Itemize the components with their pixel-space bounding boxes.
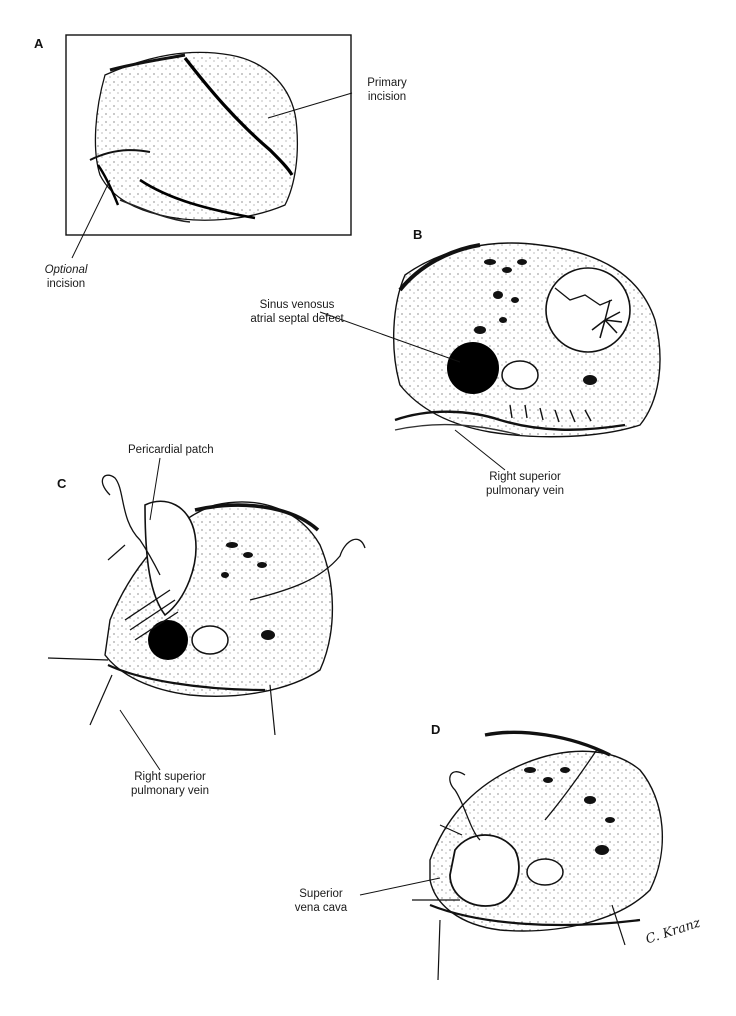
sinus-venosus-label: Sinus venosus atrial septal defect — [250, 299, 344, 325]
rspv-c-label: Right superior pulmonary vein — [131, 771, 209, 797]
panel-c-letter: C — [57, 476, 67, 491]
panel-b-atrium — [394, 243, 660, 437]
rspv-b-label: Right superior pulmonary vein — [486, 471, 564, 497]
primary-incision-label: Primary incision — [367, 77, 407, 103]
svc-label: Superior vena cava — [294, 888, 348, 914]
panel-a-drawing — [66, 35, 352, 258]
tricuspid-valve — [546, 268, 630, 352]
panel-c-defect — [148, 620, 188, 660]
panel-d-letter: D — [431, 722, 441, 737]
panel-b-letter: B — [413, 227, 423, 242]
panel-d-drawing — [360, 732, 662, 980]
pericardial-patch-label: Pericardial patch — [128, 444, 214, 456]
panel-c-atrium — [105, 502, 332, 696]
panel-b-drawing — [320, 243, 660, 470]
artist-signature: C. Kranz — [643, 915, 703, 948]
optional-incision-label: Optional incision — [44, 264, 88, 290]
panel-d-patch — [450, 835, 519, 906]
fossa-ovalis — [502, 361, 538, 389]
sinus-venosus-defect — [447, 342, 499, 394]
panel-a-letter: A — [34, 36, 44, 51]
panel-a-heart — [95, 52, 297, 220]
panel-c-drawing — [48, 458, 365, 770]
